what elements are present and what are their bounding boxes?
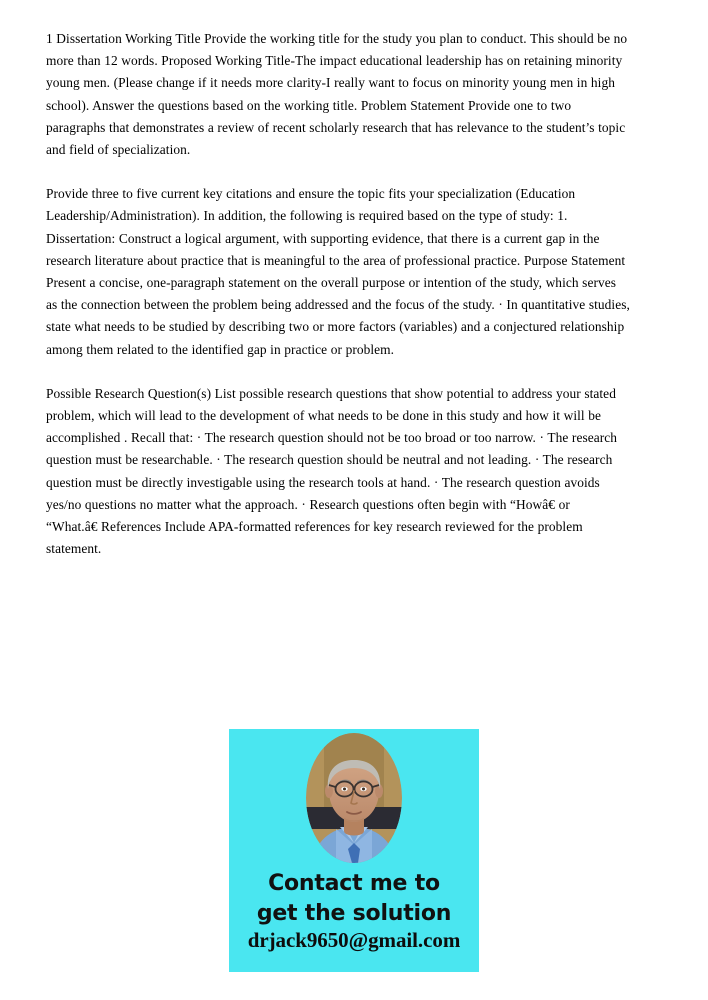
paragraph-dissertation-working-title: 1 Dissertation Working Title Provide the working title for the study you plan to conduct. This should be no more than 12 words. Proposed Working Title-The impact educational leadership has on retaining minority young men. (Please change if it needs more clarity-I really want to focus on minority young men in high school). Answer the questions based on the working title. Problem Statement Provide one to two paragraphs that demonstrates a review of recent scholarly research that has relevance to the student’s topic and field of specialization. (46, 31, 628, 158)
contact-card (229, 729, 479, 972)
portrait-photo (306, 733, 402, 863)
paragraph-possible-research-questions: Possible Research Question(s) List possible research questions that show potential to address your stated problem, which will lead to the development of what needs to be done in this study and how it will be accomplished . Recall that: · The research question should not be too broad or too narrow. · The research question must be researchable. · The research question should be neutral and not leading. · The research question must be directly investigable using the research tools at hand. · The research question avoids yes/no questions no matter what the approach. · Research questions often begin with “Howâ€ or “What.â€ References Include APA-formatted references for key research reviewed for the problem statement. (46, 385, 618, 557)
card-heading (229, 869, 479, 929)
card-heading-line-2: get the solution (256, 901, 452, 926)
card-heading-line-1: Contact me to (268, 871, 440, 896)
paragraph-citations-and-purpose-statement: Provide three to five current key citations and ensure the topic fits your specialization (Education Leadership/Administration). In addition, the following is required based on the type of study: 1. Dissertation: Construct a logical argument, with supporting evidence, that there is a current gap in the research literature about practice that is meaningful to the area of professional practice. Purpose Statement Present a concise, one-paragraph statement on the overall purpose or intention of the study, which serves as the connection between the problem being addressed and the focus of the study. · In quantitative studies, state what needs to be studied by describing two or more factors (variables) and a conjectured relationship among them related to the identified gap in practice or problem. (46, 186, 630, 357)
contact-email[interactable]: drjack9650@gmail.com (247, 928, 461, 952)
document-body (46, 28, 630, 560)
portrait-illustration (306, 733, 402, 863)
